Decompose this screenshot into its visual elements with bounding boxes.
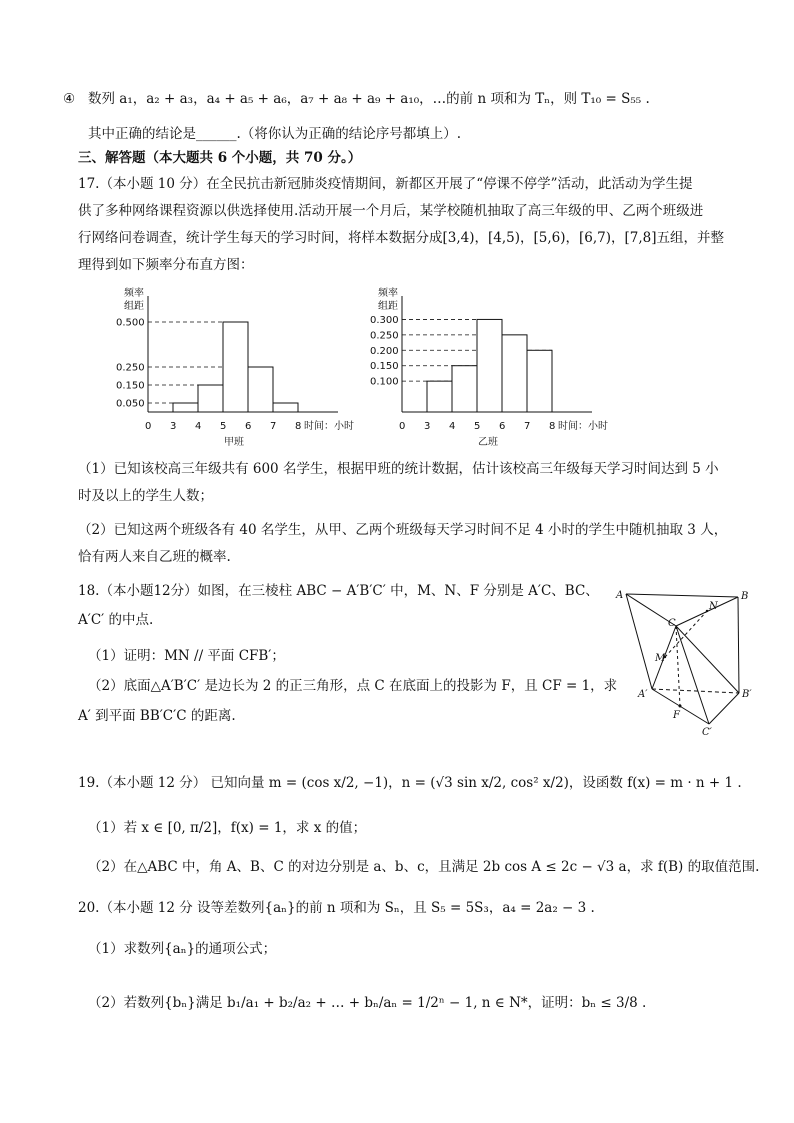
x-tick-label: 3 (424, 421, 431, 432)
q18-part1: （1）证明：MN // 平面 CFB′； (88, 648, 285, 664)
y-label-bottom: 组距 (378, 301, 398, 312)
point-F (679, 705, 682, 708)
q17-line-2: 供了多种网络课程资源以供选择使用.活动开展一个月后，某学校随机抽取了高三年级的甲、乙两个班级进 (78, 203, 704, 219)
edge-AB (626, 594, 738, 597)
x-tick-label: 0 (399, 421, 406, 432)
x-tick-label: 5 (220, 421, 227, 432)
q19-part2: （2）在△ABC 中，角 A、B、C 的对边分别是 a、b、c，且满足 2b cos A ≤ 2c − √3 a，求 f(B) 的取值范围. (88, 859, 760, 875)
x-tick-label: 6 (499, 421, 506, 432)
fill-prompt: 其中正确的结论是______.（将你认为正确的结论序号都填上）. (88, 126, 462, 142)
x-tick-label: 8 (295, 421, 302, 432)
bar-[5,6) (223, 322, 248, 412)
edge-CC1 (676, 626, 709, 724)
histogram-class-a (108, 284, 378, 454)
x-axis-label: 时间：小时 (304, 421, 354, 432)
bar-[5,6) (477, 319, 502, 412)
x-axis-label: 时间：小时 (558, 421, 608, 432)
histogram-class-b (362, 284, 632, 454)
q19-part1: （1）若 x ∈ [0, π/2]，f(x) = 1，求 x 的值； (88, 820, 367, 836)
item-4-marker: ④ (63, 91, 76, 107)
segment-CF (676, 626, 680, 706)
q19-line-1: 19.（本小题 12 分） 已知向量 m = (cos x/2, −1)，n = (√3 sin x/2, cos² x/2)，设函数 f(x) = m · n + 1 . (78, 775, 742, 791)
chart-title: 甲班 (224, 437, 244, 448)
x-tick-label: 0 (145, 421, 152, 432)
x-tick-label: 7 (270, 421, 277, 432)
y-tick-label: 0.300 (370, 314, 399, 326)
label-B: B (741, 591, 749, 602)
q17-line-1: 17.（本小题 10 分）在全民抗击新冠肺炎疫情期间，新都区开展了“停课不停学”活动，此活动为学生提 (78, 176, 693, 192)
x-tick-label: 8 (549, 421, 556, 432)
segment-CB1 (676, 626, 739, 693)
section-3-heading: 三、解答题（本大题共 6 个小题，共 70 分。） (78, 150, 362, 166)
y-label-top: 频率 (378, 288, 398, 299)
q18-part2-line-2: A′ 到平面 BB′C′C 的距离. (78, 708, 236, 724)
label-M: M (655, 653, 666, 664)
y-tick-label: 0.250 (370, 330, 399, 342)
bar-[6,7) (502, 335, 527, 412)
label-C1: C′ (702, 727, 712, 738)
y-tick-label: 0.100 (370, 376, 399, 388)
x-tick-label: 7 (524, 421, 531, 432)
x-tick-label: 4 (195, 421, 202, 432)
q20-part2: （2）若数列{bₙ}满足 b₁/a₁ + b₂/a₂ + … + bₙ/aₙ = 1/2ⁿ − 1, n ∈ N*，证明：bₙ ≤ 3/8 . (88, 995, 647, 1011)
label-A: A (616, 590, 624, 601)
x-tick-label: 3 (170, 421, 177, 432)
bar-[4,5) (198, 385, 223, 412)
bar-[3,4) (173, 403, 198, 412)
x-tick-label: 6 (245, 421, 252, 432)
q18-line-1: 18.（本小题12分）如图，在三棱柱 ABC − A′B′C′ 中，M、N、F 分别是 A′C、BC、 (78, 583, 599, 599)
edge-BB1 (738, 597, 739, 693)
y-label-bottom: 组距 (124, 301, 144, 312)
edge-B1C1 (709, 693, 739, 724)
y-tick-label: 0.150 (370, 361, 399, 373)
y-label-top: 频率 (124, 288, 144, 299)
bar-[6,7) (248, 367, 273, 412)
bar-[3,4) (427, 381, 452, 412)
q17-part2-line-1: （2）已知这两个班级各有 40 名学生，从甲、乙两个班级每天学习时间不足 4 小时的学生中随机抽取 3 人， (78, 522, 728, 538)
bar-[7,8] (527, 350, 552, 412)
y-tick-label: 0.500 (116, 317, 145, 329)
q18-part2-line-1: （2）底面△A′B′C′ 是边长为 2 的正三角形，点 C 在底面上的投影为 F，且 CF = 1，求 (88, 678, 618, 694)
q17-part1-line-2: 时及以上的学生人数； (78, 488, 213, 504)
label-A1: A′ (638, 689, 648, 700)
prism-figure (610, 585, 760, 740)
chart-title: 乙班 (478, 437, 498, 448)
edge-A1B1 (652, 689, 739, 693)
q17-part2-line-2: 恰有两人来自乙班的概率. (78, 549, 231, 565)
item-4: 数列 a₁，a₂ + a₃，a₄ + a₅ + a₆，a₇ + a₈ + a₉ + a₁₀，…的前 n 项和为 Tₙ，则 T₁₀ = S₅₅ . (88, 91, 650, 107)
y-tick-label: 0.150 (116, 380, 145, 392)
y-tick-label: 0.200 (370, 345, 399, 357)
x-tick-label: 4 (449, 421, 456, 432)
bar-[4,5) (452, 366, 477, 412)
y-tick-label: 0.050 (116, 398, 145, 410)
q20-part1: （1）求数列{aₙ}的通项公式； (88, 941, 277, 957)
label-C: C (668, 618, 676, 629)
label-N: N (709, 601, 718, 612)
q17-part1-line-1: （1）已知该校高三年级共有 600 名学生，根据甲班的统计数据，估计该校高三年级每天学习时间达到 5 小 (78, 461, 719, 477)
q18-line-2: A′C′ 的中点. (78, 612, 154, 628)
q20-line-1: 20.（本小题 12 分 设等差数列{aₙ}的前 n 项和为 Sₙ，且 S₅ = 5S₃，a₄ = 2a₂ − 3 . (78, 900, 595, 916)
label-B1: B′ (742, 689, 752, 700)
x-tick-label: 5 (474, 421, 481, 432)
bar-[7,8] (273, 403, 298, 412)
q17-line-3: 行网络问卷调查，统计学生每天的学习时间，将样本数据分成[3,4)，[4,5)，[5,6)，[6,7)，[7,8]五组，并整 (78, 230, 725, 246)
y-tick-label: 0.250 (116, 362, 145, 374)
q17-line-4: 理得到如下频率分布直方图： (78, 257, 254, 273)
label-F: F (673, 710, 680, 721)
point-N (706, 610, 708, 612)
